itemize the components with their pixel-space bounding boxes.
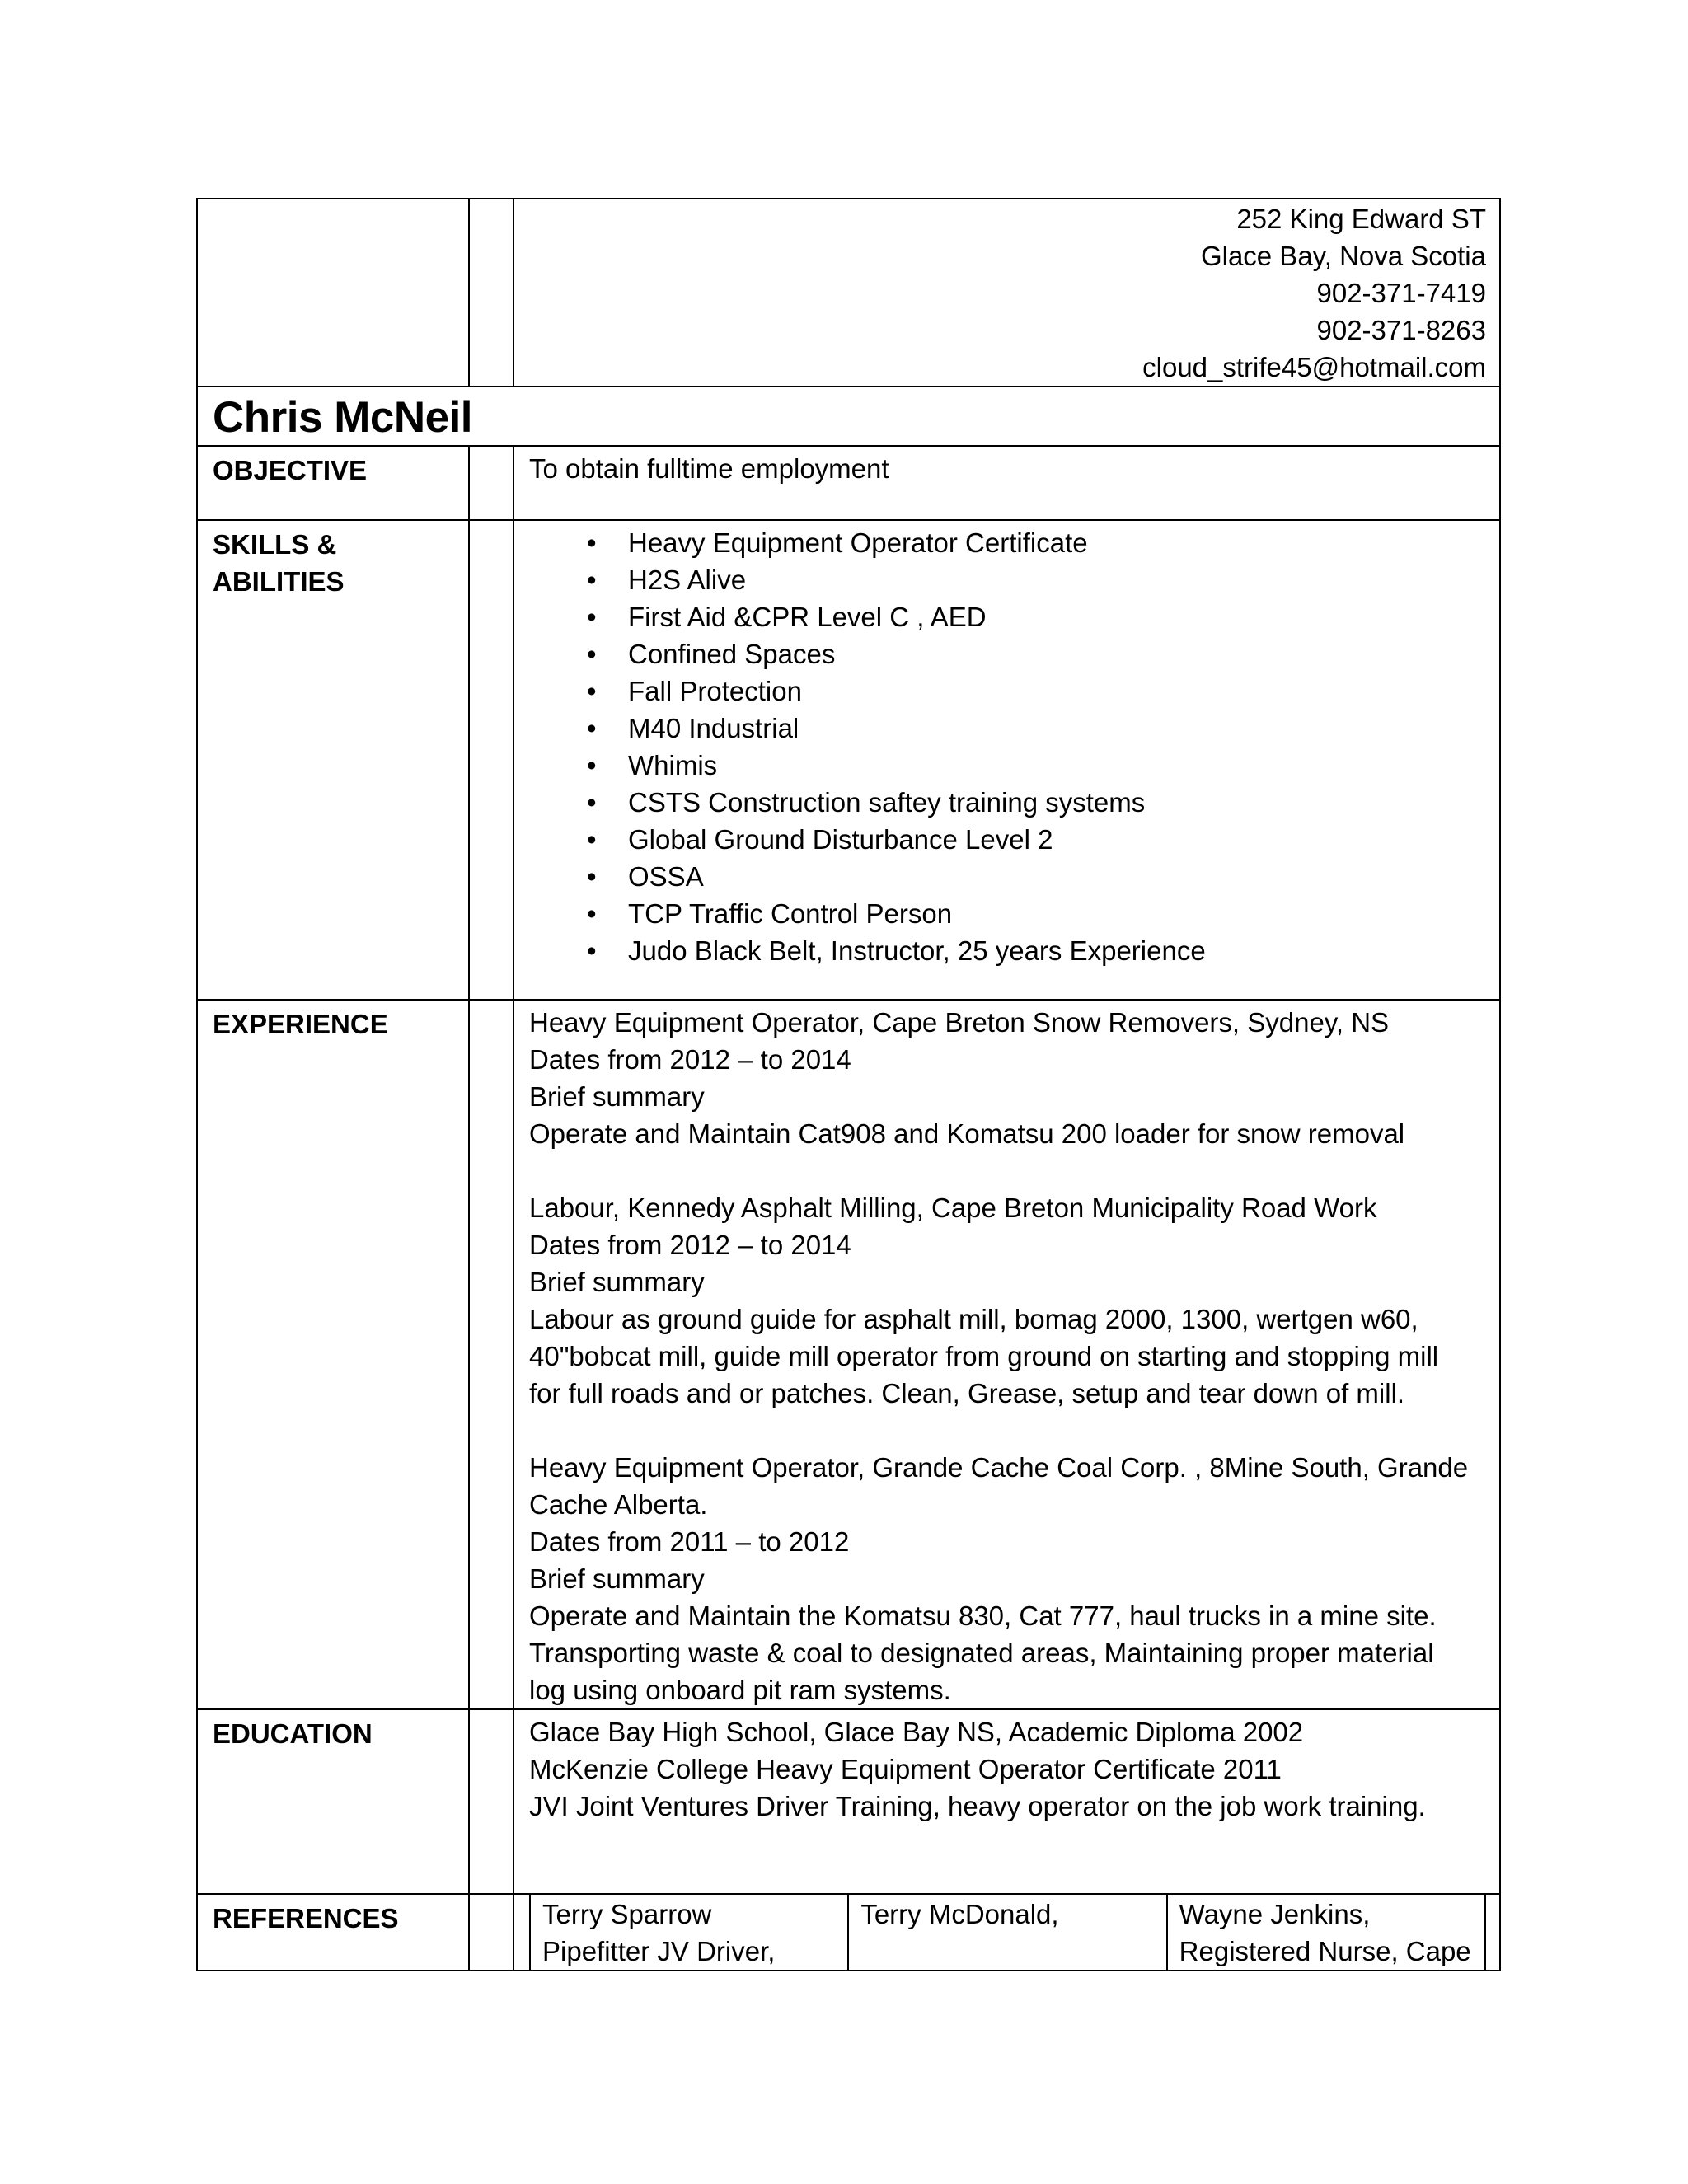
bullet-icon: • bbox=[587, 602, 597, 632]
job-dates: Dates from 2011 – to 2012 bbox=[529, 1526, 850, 1557]
ref-gap bbox=[514, 1895, 530, 1970]
list-item bbox=[529, 524, 1488, 561]
education-item: McKenzie College Heavy Equipment Operator Certificate 2011 bbox=[529, 1754, 1282, 1784]
references-content bbox=[513, 1894, 1500, 1971]
skill-text: Fall Protection bbox=[628, 676, 802, 706]
skills-content bbox=[513, 520, 1500, 1000]
objective-label: OBJECTIVE bbox=[197, 446, 469, 520]
objective-text: To obtain fulltime employment bbox=[513, 446, 1500, 520]
empty-cell bbox=[197, 199, 469, 387]
spacer-cell bbox=[469, 199, 513, 387]
references-table bbox=[514, 1895, 1499, 1970]
job-summary-heading: Brief summary bbox=[529, 1267, 705, 1297]
bullet-icon: • bbox=[587, 861, 597, 892]
bullet-icon: • bbox=[587, 935, 597, 966]
bullet-icon: • bbox=[587, 713, 597, 743]
spacer-cell bbox=[469, 446, 513, 520]
list-item bbox=[529, 784, 1488, 821]
list-item bbox=[529, 895, 1488, 932]
job-summary: 40"bobcat mill, guide mill operator from ground on starting and stopping mill bbox=[529, 1341, 1439, 1371]
job-dates: Dates from 2012 – to 2014 bbox=[529, 1230, 851, 1260]
skill-text: H2S Alive bbox=[628, 565, 747, 595]
bullet-icon: • bbox=[587, 824, 597, 855]
list-item bbox=[529, 561, 1488, 598]
education-row bbox=[197, 1709, 1500, 1894]
job-summary: Operate and Maintain Cat908 and Komatsu 200 loader for snow removal bbox=[529, 1118, 1405, 1149]
reference-name: Terry McDonald, bbox=[860, 1899, 1059, 1929]
spacer-cell bbox=[469, 520, 513, 1000]
list-item bbox=[529, 598, 1488, 635]
job-summary: Operate and Maintain the Komatsu 830, Cat 777, haul trucks in a mine site. bbox=[529, 1601, 1437, 1631]
skill-text: OSSA bbox=[628, 861, 704, 892]
job-entry bbox=[529, 1449, 1488, 1708]
skill-text: Judo Black Belt, Instructor, 25 years Experience bbox=[628, 935, 1206, 966]
list-item bbox=[529, 821, 1488, 858]
skill-text: Whimis bbox=[628, 750, 718, 780]
address-street: 252 King Edward ST bbox=[1236, 204, 1486, 234]
bullet-icon: • bbox=[587, 565, 597, 595]
reference-detail: Registered Nurse, Cape bbox=[1179, 1936, 1471, 1966]
phone-secondary: 902-371-8263 bbox=[1316, 315, 1486, 345]
contact-block bbox=[513, 199, 1500, 387]
spacer-cell bbox=[469, 1709, 513, 1894]
job-entry bbox=[529, 1004, 1488, 1152]
objective-row bbox=[197, 446, 1500, 520]
skill-text: Confined Spaces bbox=[628, 639, 836, 669]
reference-detail: Pipefitter JV Driver, bbox=[542, 1936, 776, 1966]
job-summary: log using onboard pit ram systems. bbox=[529, 1675, 951, 1705]
skill-text: Heavy Equipment Operator Certificate bbox=[628, 527, 1088, 558]
list-item bbox=[529, 747, 1488, 784]
job-title: Cache Alberta. bbox=[529, 1489, 708, 1520]
skill-text: CSTS Construction saftey training systems bbox=[628, 787, 1146, 818]
list-item bbox=[529, 710, 1488, 747]
job-summary-heading: Brief summary bbox=[529, 1563, 705, 1594]
education-item: JVI Joint Ventures Driver Training, heavy operator on the job work training. bbox=[529, 1791, 1426, 1821]
resume-page bbox=[196, 198, 1501, 1971]
bullet-icon: • bbox=[587, 676, 597, 706]
job-summary: Labour as ground guide for asphalt mill, bomag 2000, 1300, wertgen w60, bbox=[529, 1304, 1418, 1334]
experience-content bbox=[513, 1000, 1500, 1709]
reference-name: Terry Sparrow bbox=[542, 1899, 712, 1929]
experience-row bbox=[197, 1000, 1500, 1709]
reference-name: Wayne Jenkins, bbox=[1179, 1899, 1371, 1929]
bullet-icon: • bbox=[587, 527, 597, 558]
skill-text: First Aid &CPR Level C , AED bbox=[628, 602, 987, 632]
resume-table bbox=[196, 198, 1501, 1971]
skills-list bbox=[529, 524, 1488, 969]
job-summary-heading: Brief summary bbox=[529, 1081, 705, 1112]
references-row bbox=[197, 1894, 1500, 1971]
phone-primary: 902-371-7419 bbox=[1316, 278, 1486, 308]
experience-label: EXPERIENCE bbox=[197, 1000, 469, 1709]
bullet-icon: • bbox=[587, 898, 597, 929]
job-dates: Dates from 2012 – to 2014 bbox=[529, 1044, 851, 1075]
skill-text: TCP Traffic Control Person bbox=[628, 898, 953, 929]
job-title: Heavy Equipment Operator, Grande Cache Coal Corp. , 8Mine South, Grande bbox=[529, 1452, 1469, 1483]
list-item bbox=[529, 635, 1488, 673]
job-summary: Transporting waste & coal to designated areas, Maintaining proper material bbox=[529, 1638, 1434, 1668]
education-item: Glace Bay High School, Glace Bay NS, Academic Diploma 2002 bbox=[529, 1717, 1304, 1747]
name-row bbox=[197, 387, 1500, 446]
job-title: Heavy Equipment Operator, Cape Breton Snow Removers, Sydney, NS bbox=[529, 1007, 1390, 1038]
ref-gap bbox=[1485, 1895, 1499, 1970]
skills-label: SKILLS & ABILITIES bbox=[197, 520, 469, 1000]
list-item bbox=[529, 673, 1488, 710]
spacer-cell bbox=[469, 1894, 513, 1971]
skill-text: M40 Industrial bbox=[628, 713, 799, 743]
bullet-icon: • bbox=[587, 787, 597, 818]
candidate-name: Chris McNeil bbox=[197, 387, 1500, 446]
reference-entry bbox=[848, 1895, 1166, 1970]
skills-row bbox=[197, 520, 1500, 1000]
spacer-cell bbox=[469, 1000, 513, 1709]
job-summary: for full roads and or patches. Clean, Grease, setup and tear down of mill. bbox=[529, 1378, 1405, 1408]
skill-text: Global Ground Disturbance Level 2 bbox=[628, 824, 1053, 855]
job-title: Labour, Kennedy Asphalt Milling, Cape Breton Municipality Road Work bbox=[529, 1193, 1377, 1223]
education-label: EDUCATION bbox=[197, 1709, 469, 1894]
list-item bbox=[529, 858, 1488, 895]
contact-row bbox=[197, 199, 1500, 387]
education-content bbox=[513, 1709, 1500, 1894]
references-label: REFERENCES bbox=[197, 1894, 469, 1971]
email-address: cloud_strife45@hotmail.com bbox=[1142, 352, 1486, 382]
bullet-icon: • bbox=[587, 750, 597, 780]
list-item bbox=[529, 932, 1488, 969]
job-entry bbox=[529, 1189, 1488, 1412]
reference-entry bbox=[1167, 1895, 1485, 1970]
bullet-icon: • bbox=[587, 639, 597, 669]
reference-entry bbox=[530, 1895, 848, 1970]
address-city: Glace Bay, Nova Scotia bbox=[1200, 241, 1486, 271]
